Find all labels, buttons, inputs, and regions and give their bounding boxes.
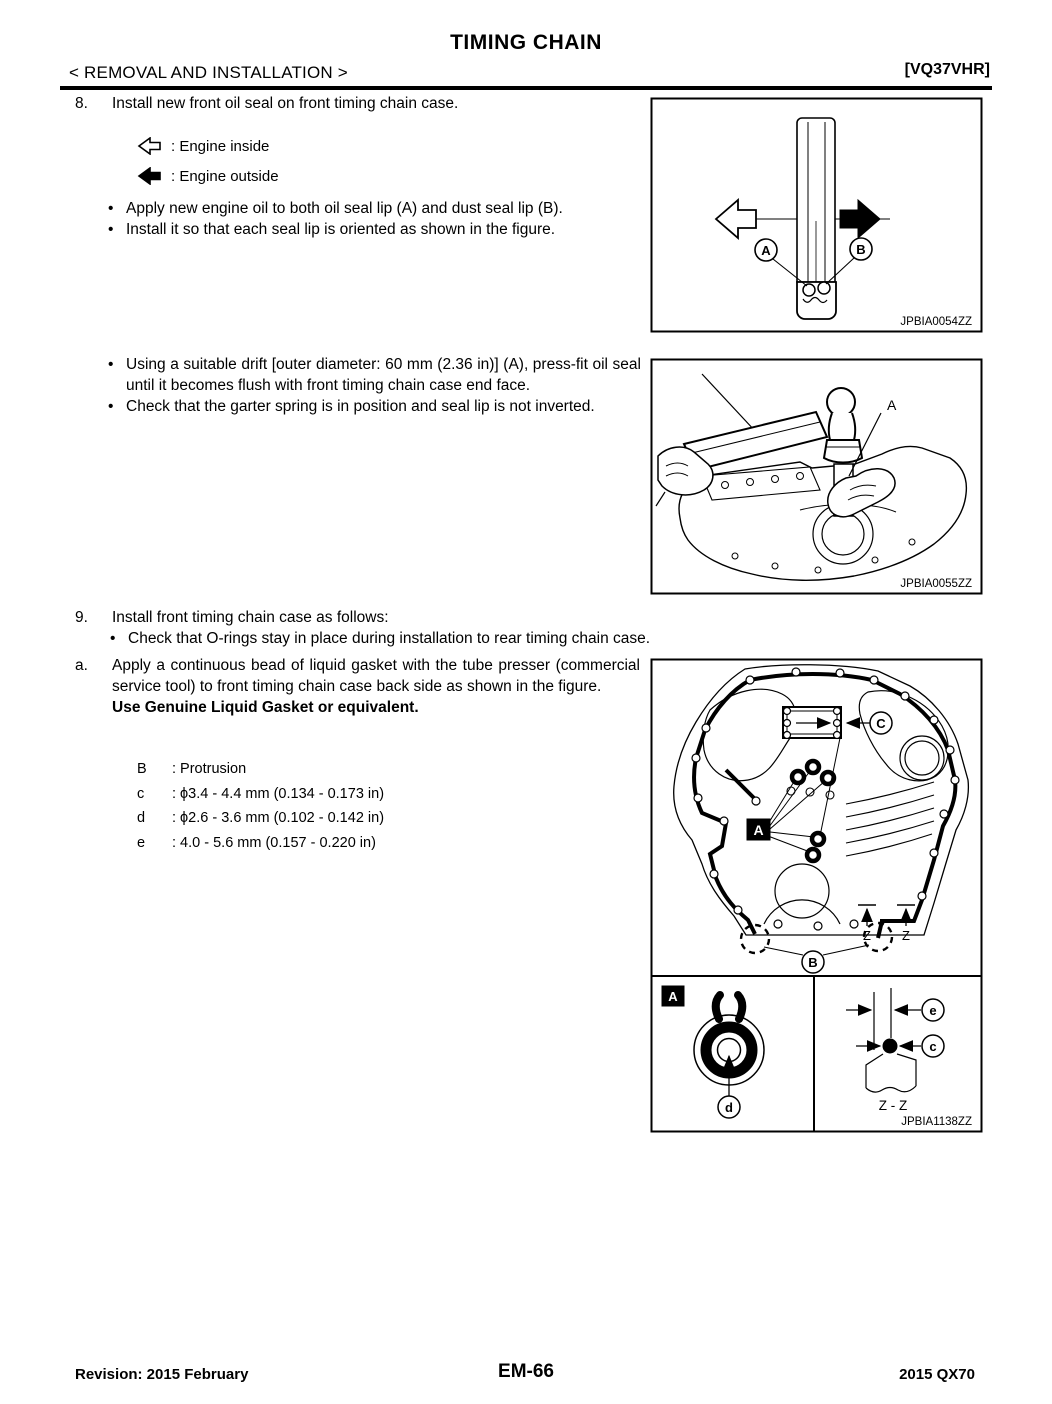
gasket-spec-list <box>137 760 384 858</box>
figure-liquid-gasket-bead <box>650 658 983 1133</box>
diameter-d-label: d <box>725 1100 733 1115</box>
step-9 <box>75 607 985 649</box>
section-breadcrumb: < REMOVAL AND INSTALLATION > <box>69 63 348 82</box>
bullet-item: • Using a suitable drift [outer diameter: 60 mm (2.36 in)] (A), press-fit oil seal until it becomes flush with front timing chain case end face. <box>108 356 641 394</box>
step-letter: a. <box>75 657 88 674</box>
section-z-mark: Z <box>902 928 910 943</box>
figure-caption: JPBIA1138ZZ <box>901 1116 972 1128</box>
spec-row: e : 4.0 - 5.6 mm (0.157 - 0.220 in) <box>137 834 376 851</box>
engine-inside-arrow-icon <box>137 137 163 155</box>
bullet-item: • Check that O-rings stay in place during installation to rear timing chain case. <box>110 630 651 647</box>
legend-label: : Engine inside <box>171 137 270 155</box>
figure-caption: JPBIA0055ZZ <box>900 578 972 590</box>
legend-label: : Engine outside <box>171 167 279 185</box>
step-text: Install front timing chain case as follows: <box>112 609 389 626</box>
step-text: Install new front oil seal on front timing chain case. <box>112 95 459 112</box>
engine-variant-badge: [VQ37VHR] <box>904 61 990 78</box>
spec-row: d : ϕ2.6 - 3.6 mm (0.102 - 0.142 in) <box>137 810 385 826</box>
footer-page-number: EM-66 <box>498 1361 554 1382</box>
inset-a-label: A <box>668 989 678 1004</box>
bullet-item: • Install it so that each seal lip is oriented as shown in the figure. <box>108 221 556 238</box>
legend-engine-inside <box>137 134 269 158</box>
spec-row: B : Protrusion <box>137 761 247 777</box>
step-8-bullets-1 <box>108 198 641 240</box>
protrusion-b-label: B <box>808 955 818 970</box>
engine-outside-arrow-icon <box>137 167 163 185</box>
step-8-bullets-2 <box>108 354 641 417</box>
figure-caption: JPBIA0054ZZ <box>900 316 972 328</box>
liquid-gasket-note: Use Genuine Liquid Gasket or equivalent. <box>112 699 419 716</box>
bolt-group-a-label: A <box>753 822 764 838</box>
section-zz-label: Z - Z <box>878 1098 908 1113</box>
seal-lip-a-label: A <box>761 243 771 258</box>
footer-model: 2015 QX70 <box>899 1366 975 1383</box>
dust-lip-b-label: B <box>856 242 866 257</box>
bullet-item: • Apply new engine oil to both oil seal lip (A) and dust seal lip (B). <box>108 200 563 217</box>
step-8 <box>75 93 640 114</box>
section-z-mark: Z <box>863 928 871 943</box>
spec-row: c : ϕ3.4 - 4.4 mm (0.134 - 0.173 in) <box>137 785 385 802</box>
step-number: 9. <box>75 609 88 626</box>
width-e-label: e <box>929 1003 937 1018</box>
step-text: Apply a continuous bead of liquid gasket with the tube presser (commercial service tool) to front timing chain case back side as shown in the figure. <box>112 657 640 695</box>
page-title: TIMING CHAIN <box>450 31 602 54</box>
legend-engine-outside <box>137 164 279 188</box>
figure-oil-seal-orientation <box>650 97 983 333</box>
bullet-item: • Check that the garter spring is in position and seal lip is not inverted. <box>108 398 595 415</box>
drift-a-label: A <box>887 397 897 413</box>
step-number: 8. <box>75 95 88 112</box>
diameter-c-label: c <box>929 1039 937 1054</box>
header-rule <box>60 86 992 90</box>
bead-c-label: C <box>876 716 886 731</box>
step-a <box>75 655 640 718</box>
figure-press-fit-drift <box>650 358 983 595</box>
footer-revision: Revision: 2015 February <box>75 1366 249 1383</box>
